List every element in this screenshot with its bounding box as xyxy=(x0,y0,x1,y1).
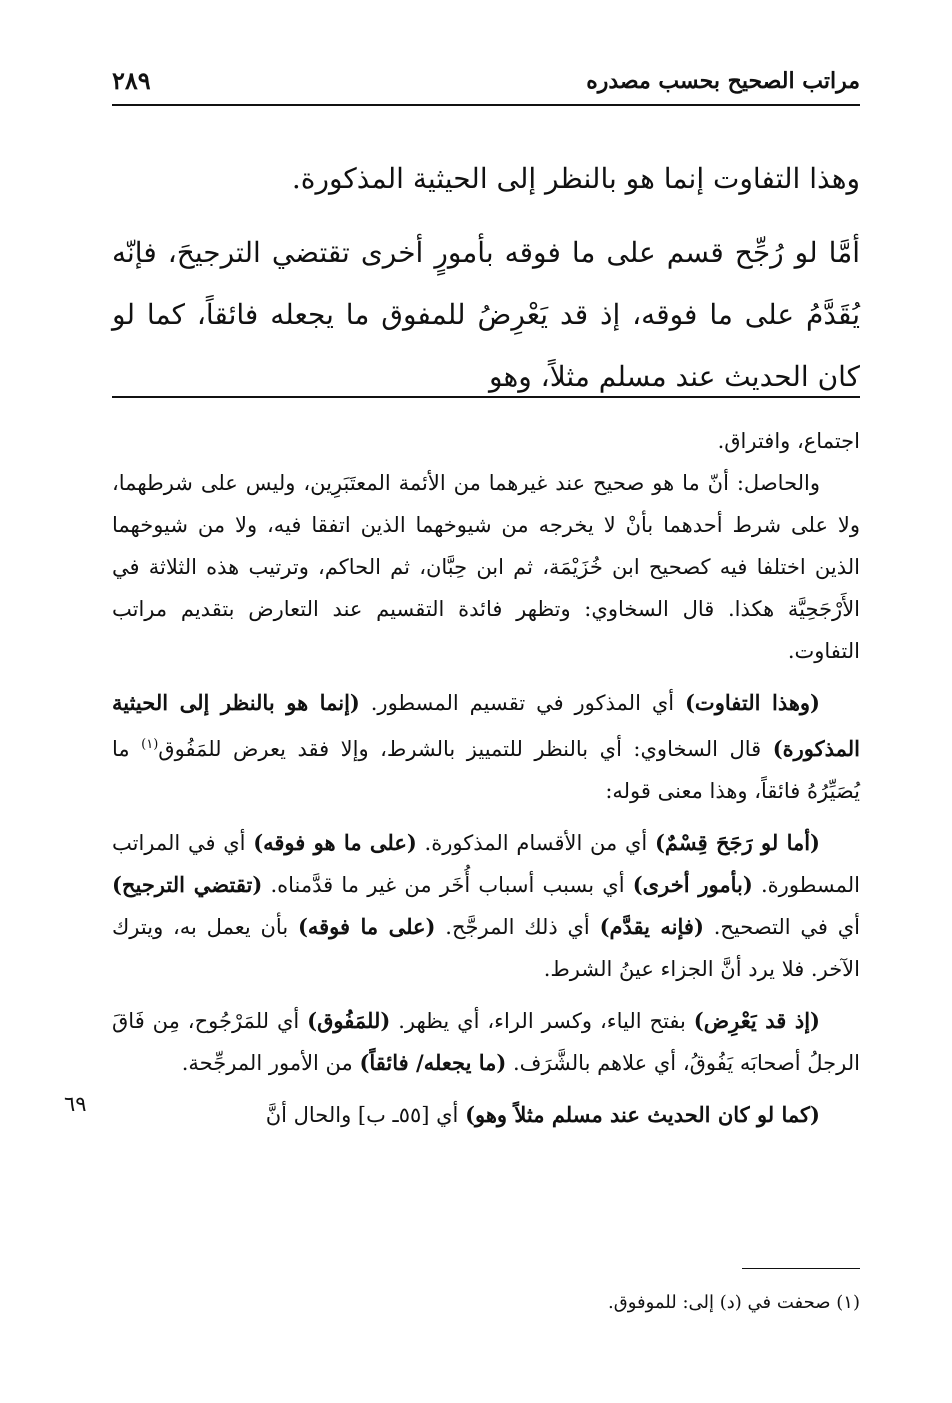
main-text-line xyxy=(112,148,860,210)
commentary-text: أي [٥٥ـ ب] والحال أنَّ xyxy=(265,1103,466,1127)
quoted-matn: (تقتضي الترجيح) xyxy=(112,872,263,897)
page-number: ٢٨٩ xyxy=(112,66,151,95)
quoted-matn: (بأمور أخرى) xyxy=(632,872,753,897)
quoted-matn: (ما يجعله/ فائقاً) xyxy=(359,1050,507,1075)
footnote-rule xyxy=(742,1268,860,1269)
commentary-text: ما يُصَيِّرُهُ فائقاً، وهذا معنى قوله: xyxy=(112,737,860,803)
manuscript-folio-marker: ٦٩ xyxy=(64,1092,87,1116)
commentary-paragraph-2: والحاصل: أنّ ما هو صحيح عند غيرهما من الأئمة المعتَبَرِين، وليس على شرطهما، ولا على شرط أحدهما بأنْ لا يخرجه من شيوخهما الذين اتفقا فيه، ولا من شيوخهما الذين اختلفا فيه كصحيح ابن خُزَيْمَة، ثم ابن حِبَّان، ثم الحاكم، وترتيب هذه الثلاثة في الأَرْجَحِيَّة هكذا. قال السخاوي: وتظهر فائدة التقسيم عند التعارض بتقديم مراتب التفاوت. xyxy=(112,471,860,663)
header-rule xyxy=(112,104,860,106)
commentary-text: أي ذلك المرجَّح. xyxy=(435,915,600,939)
commentary-paragraph-5 xyxy=(112,1000,860,1084)
quoted-matn: (أما لو رَجَحَ قِسْمٌ) xyxy=(654,830,820,855)
commentary xyxy=(112,420,860,1136)
quoted-matn: (وهذا التفاوت) xyxy=(685,690,820,715)
footnote-ref: (١) xyxy=(141,737,159,752)
page-header xyxy=(112,62,860,102)
commentary-text: أي في المراتب المسطورة. xyxy=(112,831,861,897)
footnote-text: صحفت في (د) إلى: للموفوق. xyxy=(608,1292,831,1313)
quoted-matn: (للمَفُوق) xyxy=(307,1008,391,1033)
commentary-text: قال السخاوي: أي بالنظر للتمييز بالشرط، وإلا فقد يعرض للمَفُوق xyxy=(158,737,773,761)
paragraph-gap xyxy=(112,812,860,822)
commentary-paragraph-3 xyxy=(112,682,860,812)
commentary-text: من الأمور المرجِّحة. xyxy=(181,1051,360,1075)
commentary-paragraph-1: اجتماع، وافتراق. xyxy=(717,429,860,453)
quoted-matn: (فإنه يقدَّم) xyxy=(599,914,704,939)
quoted-matn: (إذ قد يَعْرِض) xyxy=(693,1008,820,1033)
commentary-text: أي بسبب أسباب أُخَر من غير ما قدَّمناه. xyxy=(262,873,633,897)
commentary-paragraph-4 xyxy=(112,822,860,990)
commentary-text: بأن يعمل به، ويترك الآخر. فلا يرد أنَّ الجزاء عينُ الشرط. xyxy=(112,915,860,981)
footnote xyxy=(112,1288,860,1318)
commentary-text: أي المذكور في تقسيم المسطور. xyxy=(359,691,685,715)
quoted-matn: (على ما هو فوقه) xyxy=(253,830,417,855)
section-separator xyxy=(112,396,860,398)
main-paragraph: أمَّا لو رُجِّح قسم على ما فوقه بأمورٍ أخرى تقتضي الترجيحَ، فإنّه يُقَدَّمُ على ما فوقه، إذ قد يَعْرِضُ للمفوق ما يجعله فائقاً، كما لو كان الحديث عند مسلم مثلاً، وهو xyxy=(112,236,860,393)
commentary-text: أي للمَرْجُوح، مِن فَاقَ الرجلُ أصحابَه يَفُوقُ، أي علاهم بالشَّرَف. xyxy=(112,1009,860,1075)
main-sentence: وهذا التفاوت إنما هو بالنظر إلى الحيثية المذكورة. xyxy=(291,162,860,195)
commentary-text: أي من الأقسام المذكورة. xyxy=(416,831,655,855)
paragraph-gap xyxy=(112,1084,860,1094)
footnote-marker: (١) xyxy=(836,1292,860,1313)
commentary-text: أي في التصحيح. xyxy=(703,915,860,939)
commentary-text: بفتح الياء، وكسر الراء، أي يظهر. xyxy=(390,1009,694,1033)
quoted-matn: (إنما هو بالنظر إلى الحيثية المذكورة) xyxy=(112,690,861,761)
quoted-matn: (كما لو كان الحديث عند مسلم مثلاً وهو) xyxy=(465,1102,820,1127)
running-title: مراتب الصحيح بحسب مصدره xyxy=(586,68,860,94)
quoted-matn: (على ما فوقه) xyxy=(297,914,436,939)
paragraph-gap xyxy=(112,990,860,1000)
main-text-paragraph xyxy=(112,222,860,408)
commentary-paragraph-6 xyxy=(112,1094,860,1136)
paragraph-gap xyxy=(112,672,860,682)
